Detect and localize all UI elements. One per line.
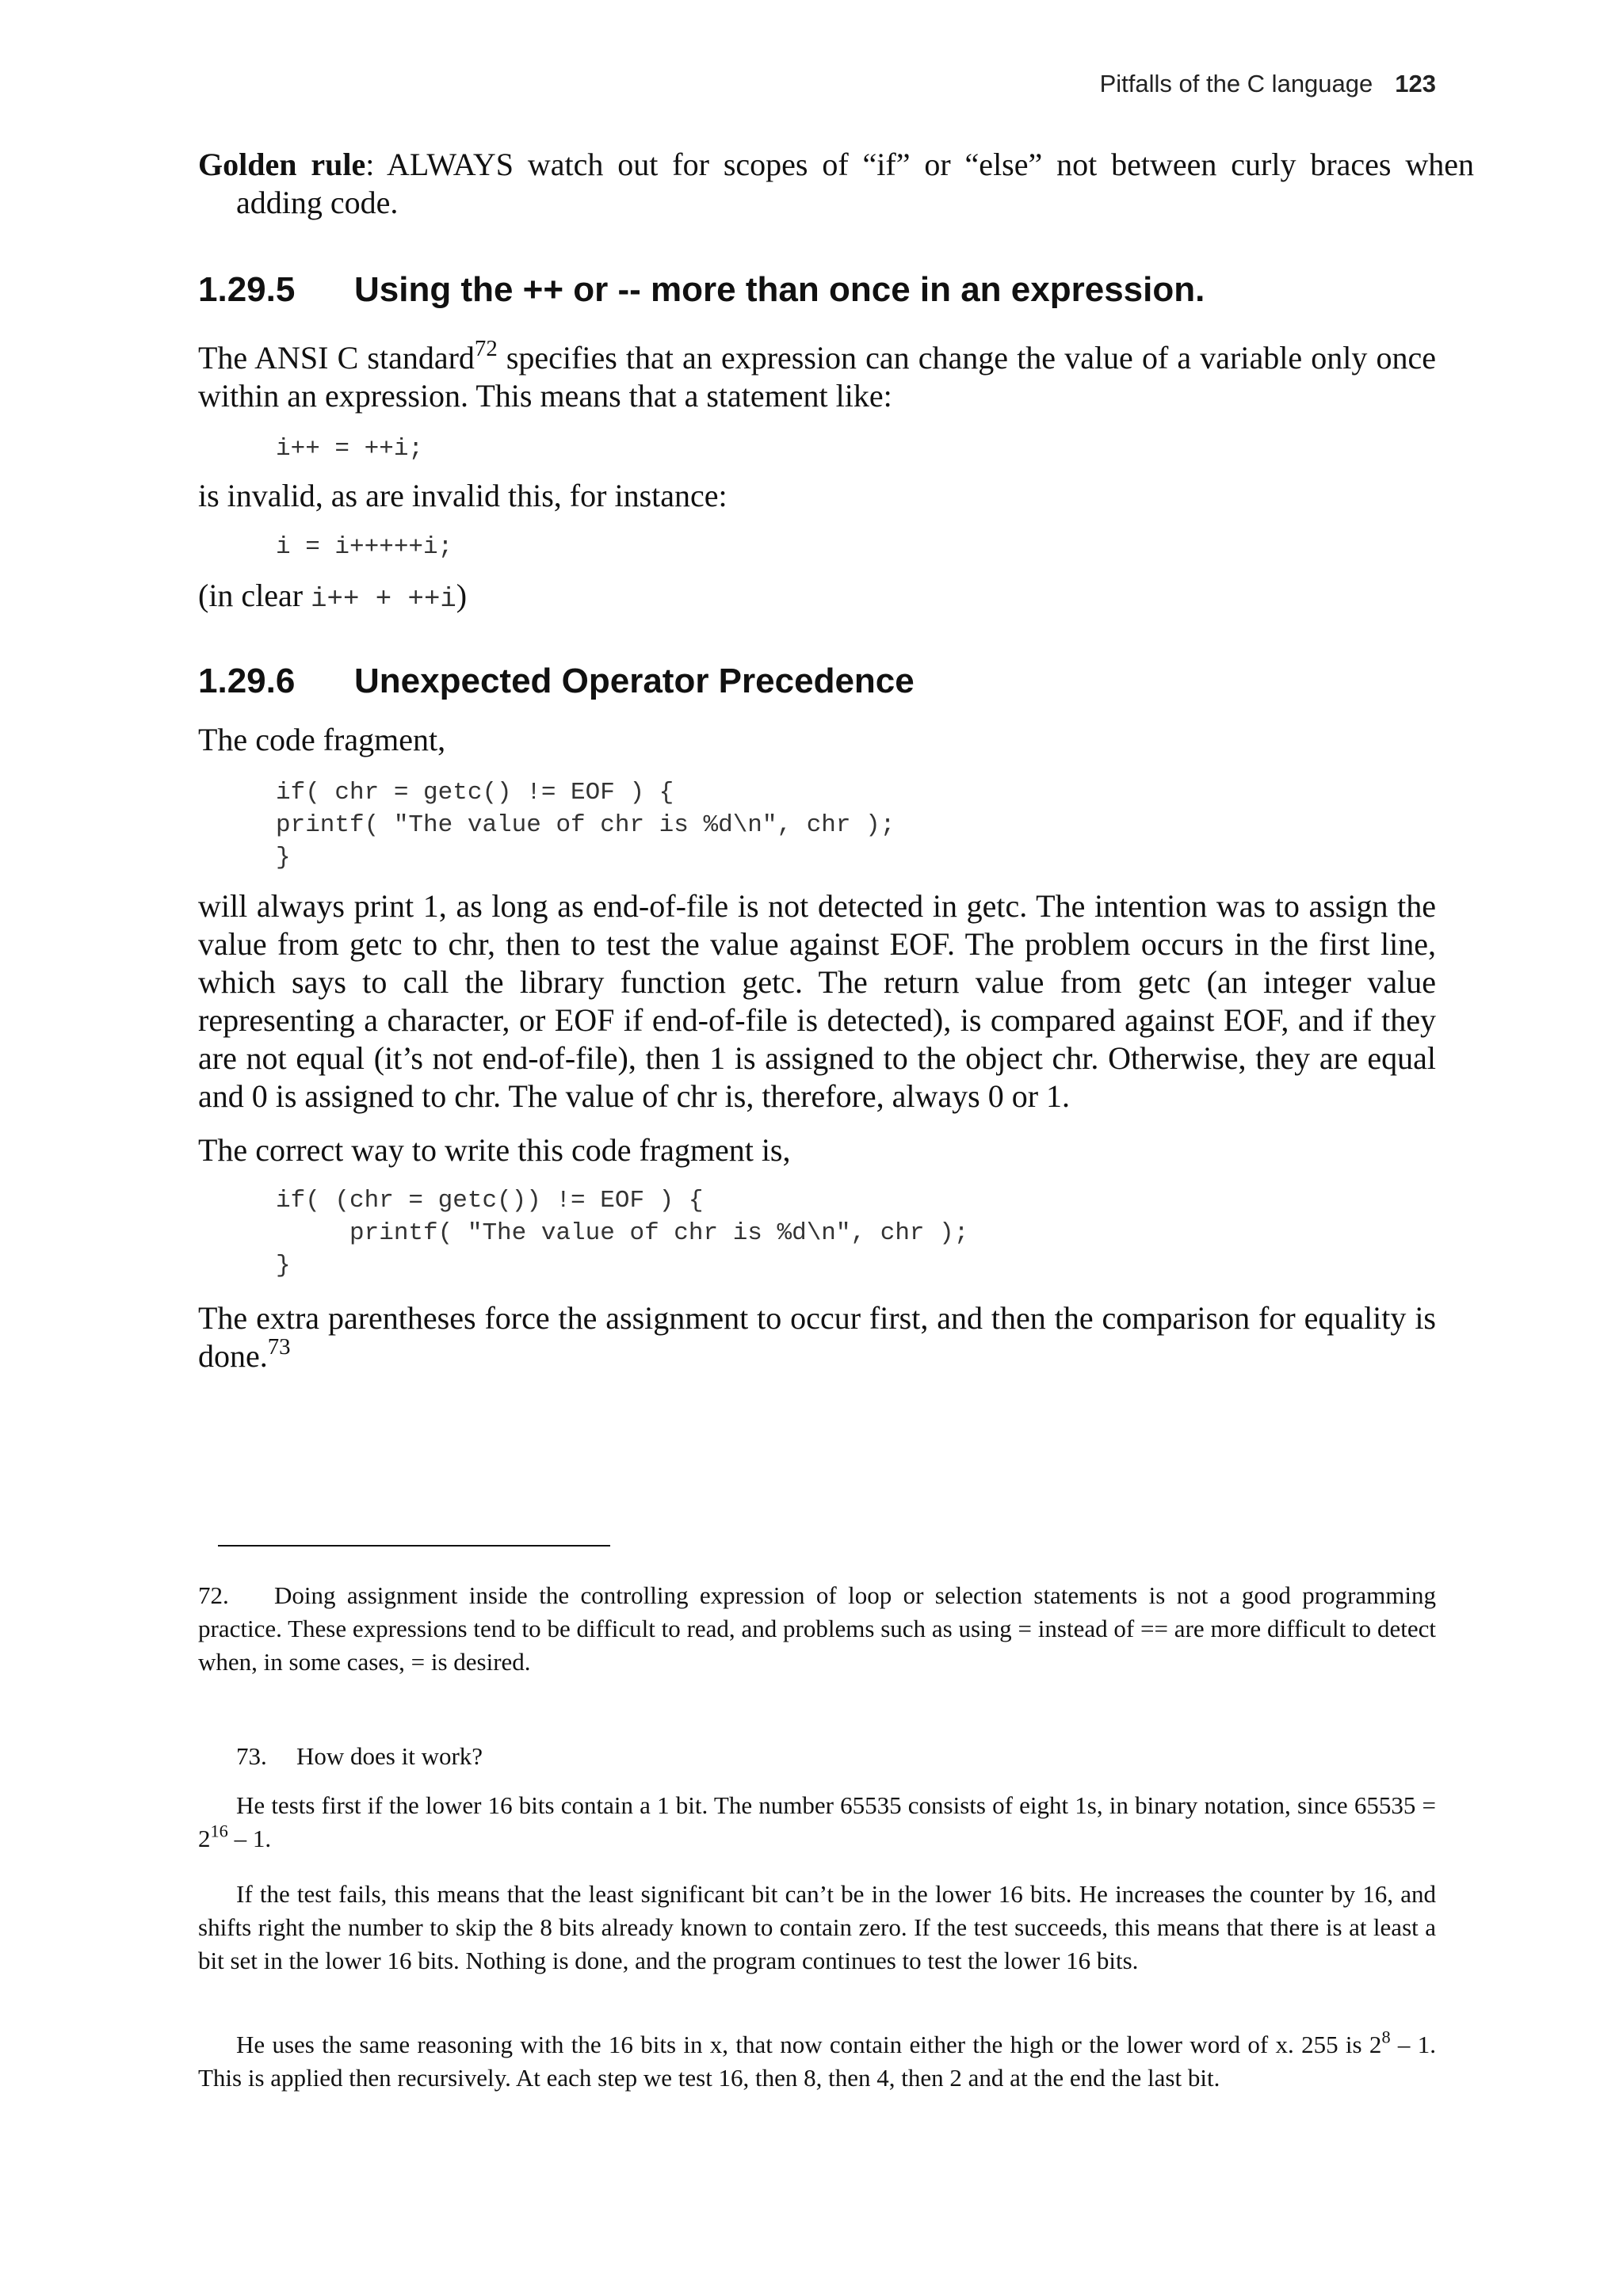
superscript: 16 (210, 1821, 228, 1841)
para-text: specifies that an expression can change the value of a variable only once within an expression. This means that a statement like: (198, 340, 1436, 414)
footnote-ref-72[interactable]: 72 (474, 336, 498, 362)
footnote-text: He tests first if the lower 16 bits contain a 1 bit. The number 65535 consists of eight 1s, in binary notation, since 65535 = 2 (198, 1791, 1436, 1852)
page-number: 123 (1395, 70, 1436, 97)
section-heading-1-29-6 (198, 659, 1436, 704)
section-1-29-5-para-1 (198, 336, 1436, 415)
footnote-text: – 1. This is applied then recursively. At each step we test 16, then 8, then 4, then 2 and at the end the last bit. (198, 2031, 1437, 2092)
section-number: 1.29.6 (198, 662, 296, 700)
footnote-73-para-2: If the test fails, this means that the least significant bit can’t be in the lower 16 bits. He increases the counter by 16, and shifts right the number to skip the 8 bits already known to contain zero. If the test succeeds, this means that there is at least a bit set in the lower 16 bits. Nothing is done, and the program continues to test the lower 16 bits. (198, 1880, 1436, 1974)
superscript: 8 (1381, 2027, 1391, 2047)
section-1-29-6-para-4 (198, 1299, 1436, 1375)
para-text: (in clear (198, 578, 311, 613)
footnote-text: Doing assignment inside the controlling expression of loop or selection statements is not a good programming practice. These expressions tend to be difficult to read, and problems such as using = instead of == are more difficult to detect when, in some cases, = is desired. (198, 1581, 1436, 1676)
section-title: Using the ++ or -- more than once in an expression. (354, 270, 1205, 309)
golden-rule-paragraph (198, 146, 1474, 222)
section-1-29-6-para-2: will always print 1, as long as end-of-file is not detected in getc. The intention was to assign the value from getc to chr, then to test the value against EOF. The problem occurs in the first line, which says to call the library function getc. The return value from getc (an integer value representing a character, or EOF if end-of-file is detected), is compared against EOF, and if they are not equal (it’s not end-of-file), then 1 is assigned to the object chr. Otherwise, they are equal and 0 is assigned to chr. The value of chr is, therefore, always 0 or 1. (198, 888, 1436, 1114)
section-1-29-5-para-3 (198, 577, 1436, 619)
para-text: The extra parentheses force the assignment to occur first, and then the comparison for equality is done. (198, 1300, 1436, 1374)
code-snippet-4: if( (chr = getc()) != EOF ) { printf( "The value of chr is %d\n", chr ); } (276, 1187, 969, 1280)
running-head (872, 70, 1436, 98)
para-text: ) (456, 578, 468, 613)
footnote-73-para-1 (198, 1789, 1436, 1855)
section-title: Unexpected Operator Precedence (354, 662, 915, 700)
footnote-ref-73[interactable]: 73 (267, 1334, 291, 1360)
section-1-29-6-para-1: The code fragment, (198, 722, 446, 757)
footnote-72 (198, 1579, 1436, 1679)
section-number: 1.29.5 (198, 270, 296, 309)
golden-rule-label: Golden rule (198, 147, 366, 182)
inline-code: i++ + ++i (311, 585, 456, 615)
code-snippet-2: i = i+++++i; (276, 533, 453, 561)
footnote-73-para-3 (198, 2028, 1436, 2095)
footnote-73-title (236, 1740, 1436, 1773)
footnote-number: 72. (198, 1581, 229, 1609)
golden-rule-text: : ALWAYS watch out for scopes of “if” or “else” not between curly braces when adding code. (236, 147, 1474, 220)
running-head-title: Pitfalls of the C language (1099, 70, 1373, 97)
footnote-separator (218, 1545, 610, 1547)
footnote-title: How does it work? (296, 1742, 483, 1770)
section-1-29-5-para-2: is invalid, as are invalid this, for instance: (198, 478, 727, 513)
footnote-text: – 1. (227, 1825, 272, 1852)
section-1-29-6-para-3: The correct way to write this code fragment is, (198, 1132, 791, 1168)
para-text: The ANSI C standard (198, 340, 475, 376)
section-heading-1-29-5 (198, 268, 1436, 312)
footnote-number: 73. (236, 1742, 267, 1770)
code-snippet-3: if( chr = getc() != EOF ) { printf( "The value of chr is %d\n", chr ); } (276, 779, 896, 871)
code-snippet-1: i++ = ++i; (276, 435, 424, 463)
footnote-text: He uses the same reasoning with the 16 bits in x, that now contain either the high or the lower word of x. 255 is 2 (236, 2031, 1382, 2058)
